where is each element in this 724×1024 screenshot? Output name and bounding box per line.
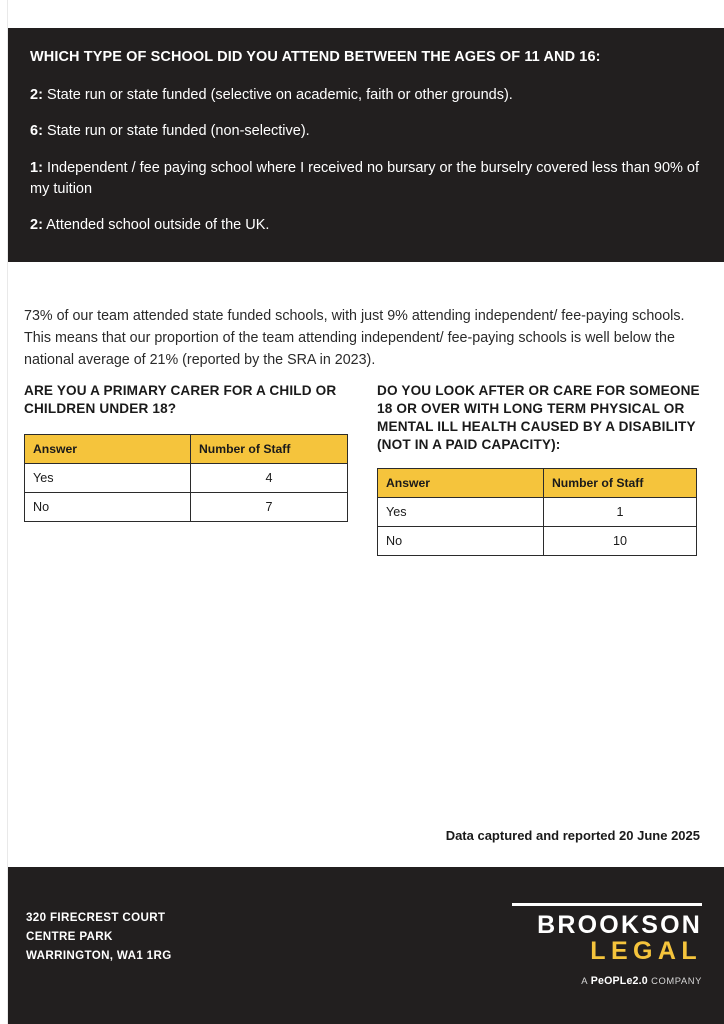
table-header-count: Number of Staff [544,468,697,497]
footer-address [26,909,172,965]
school-answer-count: 2: [30,86,43,103]
company-prefix: A [581,974,591,986]
carer-adult-section [377,382,707,556]
table-row [25,492,348,521]
table-row [378,526,697,555]
school-answer-count: 2: [30,217,43,234]
table-row [378,497,697,526]
page-left-edge [0,0,8,1024]
address-line-3: WARRINGTON, WA1 1RG [26,948,172,962]
school-answer-label: State run or state funded (selective on academic, faith or other grounds). [46,86,513,103]
school-answer-count: 1: [30,160,43,176]
school-answer-row [30,215,702,236]
carer-adult-table [377,468,697,556]
table-header-count: Number of Staff [191,434,348,463]
logo-legal-text: LEGAL [590,937,702,966]
address-line-1: 320 FIRECREST COURT [26,911,166,924]
table-header-row [25,434,348,463]
company-suffix: COMPANY [647,974,702,986]
footer-company-line [512,975,702,987]
school-question-title: WHICH TYPE OF SCHOOL DID YOU ATTEND BETWEEN THE AGES OF 11 AND 16: [30,49,601,65]
table-header-row [378,468,697,497]
carer-child-heading: ARE YOU A PRIMARY CARER FOR A CHILD OR CHILDREN UNDER 18? [24,383,337,416]
table-header-answer: Answer [25,434,191,463]
table-row [25,463,348,492]
cell-answer: No [25,492,191,521]
data-captured-note: Data captured and reported 20 June 2025 [445,828,700,843]
cell-answer: No [378,526,544,555]
school-answer-row [30,85,702,106]
carer-child-section [24,382,354,522]
cell-count: 7 [191,492,348,521]
summary-paragraph: 73% of our team attended state funded schools, with just 9% attending independent/ fee-paying schools. This means that our proportion of the team attending independent/ fee-paying schools is well below the national average of 21% (reported by the SRA in 2023). [24,308,685,368]
school-answer-row [30,158,702,199]
carer-child-table [24,434,348,522]
table-header-answer: Answer [378,468,544,497]
school-answer-label: Attended school outside of the UK. [46,217,270,234]
school-answer-label: State run or state funded (non-selective). [46,123,310,140]
address-line-2: CENTRE PARK [26,929,113,943]
cell-answer: Yes [378,497,544,526]
brookson-legal-logo [512,903,702,987]
school-answer-label: Independent / fee paying school where I received no bursary or the burselry covered less than 90% of my tuition [30,160,700,197]
school-answer-count: 6: [30,123,43,140]
school-question-panel [8,28,724,262]
page-footer [8,867,724,1024]
cell-count: 1 [544,497,697,526]
cell-answer: Yes [25,463,191,492]
carer-adult-heading: DO YOU LOOK AFTER OR CARE FOR SOMEONE 18 OR OVER WITH LONG TERM PHYSICAL OR MENTAL ILL HEALTH CAUSED BY A DISABILITY (NOT IN A PAID CAPACITY): [377,383,700,452]
logo-rule [512,903,702,906]
company-name: PeOPLe2.0 [590,974,648,987]
logo-brookson-text: BROOKSON [537,911,702,939]
school-answer-row [30,121,702,142]
cell-count: 4 [191,463,348,492]
cell-count: 10 [544,526,697,555]
